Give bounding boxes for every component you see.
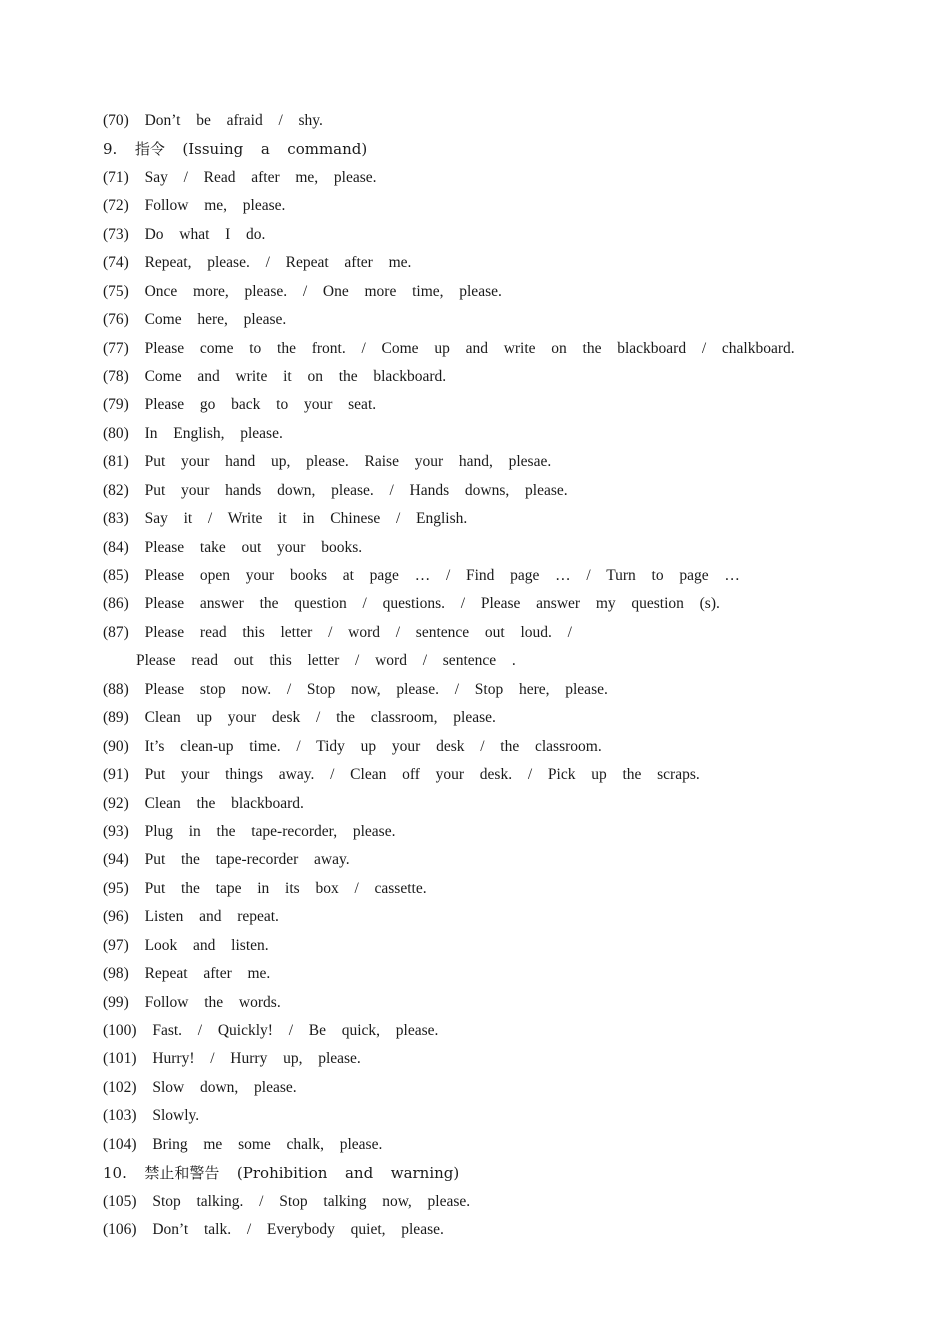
phrase-line: (83) Say it / Write it in Chinese / English.	[103, 510, 468, 528]
phrase-line: (104) Bring me some chalk, please.	[103, 1135, 383, 1153]
phrase-line: (98) Repeat after me.	[103, 965, 271, 983]
phrase-line: (100) Fast. / Quickly! / Be quick, please.	[103, 1022, 439, 1039]
continuation-line: Please read out this letter / word / sentence .	[136, 652, 516, 670]
phrase-line: (75) Once more, please. / One more time, please.	[103, 282, 502, 300]
phrase-line: (73) Do what I do.	[103, 225, 266, 243]
phrase-line: (70) Don’t be afraid / shy.	[103, 112, 323, 129]
phrase-line: (76) Come here, please.	[103, 311, 287, 329]
phrase-line: (85) Please open your books at page … / Find page … / Turn to page …	[103, 567, 740, 584]
phrase-line: (87) Please read this letter / word / sentence out loud. /	[103, 623, 572, 641]
phrase-line: (79) Please go back to your seat.	[103, 396, 377, 414]
phrase-line: (80) In English, please.	[103, 424, 283, 442]
phrase-line: (81) Put your hand up, please. Raise your hand, plesae.	[103, 453, 552, 471]
phrase-line: (96) Listen and repeat.	[103, 908, 279, 926]
phrase-line: (84) Please take out your books.	[103, 538, 363, 556]
phrase-line: (99) Follow the words.	[103, 993, 281, 1011]
section-heading: 10. 禁止和警告 (Prohibition and warning)	[103, 1164, 460, 1183]
section-heading: 9. 指令 (Issuing a command)	[103, 140, 368, 159]
phrase-line: (89) Clean up your desk / the classroom, please.	[103, 709, 496, 727]
phrase-line: (95) Put the tape in its box / cassette.	[103, 879, 427, 897]
phrase-line: (86) Please answer the question / questions. / Please answer my question (s).	[103, 595, 720, 613]
phrase-line: (91) Put your things away. / Clean off your desk. / Pick up the scraps.	[103, 766, 700, 784]
phrase-line: (74) Repeat, please. / Repeat after me.	[103, 254, 412, 272]
phrase-line: (92) Clean the blackboard.	[103, 794, 304, 812]
phrase-line: (103) Slowly.	[103, 1107, 200, 1125]
phrase-line: (90) It’s clean-up time. / Tidy up your desk / the classroom.	[103, 737, 602, 755]
phrase-line: (97) Look and listen.	[103, 936, 269, 954]
phrase-line: (102) Slow down, please.	[103, 1078, 297, 1096]
phrase-line: (106) Don’t talk. / Everybody quiet, please.	[103, 1221, 444, 1239]
phrase-line: (94) Put the tape-recorder away.	[103, 851, 350, 869]
phrase-line: (101) Hurry! / Hurry up, please.	[103, 1050, 361, 1068]
phrase-line: (88) Please stop now. / Stop now, please. / Stop here, please.	[103, 680, 608, 698]
phrase-list	[103, 107, 903, 1245]
phrase-line: (105) Stop talking. / Stop talking now, please.	[103, 1192, 471, 1210]
phrase-line: (93) Plug in the tape-recorder, please.	[103, 822, 396, 840]
phrase-line: (82) Put your hands down, please. / Hands downs, please.	[103, 481, 568, 499]
phrase-line: (77) Please come to the front. / Come up and write on the blackboard / chalkboard.	[103, 339, 795, 357]
phrase-line: (78) Come and write it on the blackboard.	[103, 367, 447, 385]
phrase-line: (71) Say / Read after me, please.	[103, 168, 377, 186]
phrase-line: (72) Follow me, please.	[103, 197, 286, 215]
